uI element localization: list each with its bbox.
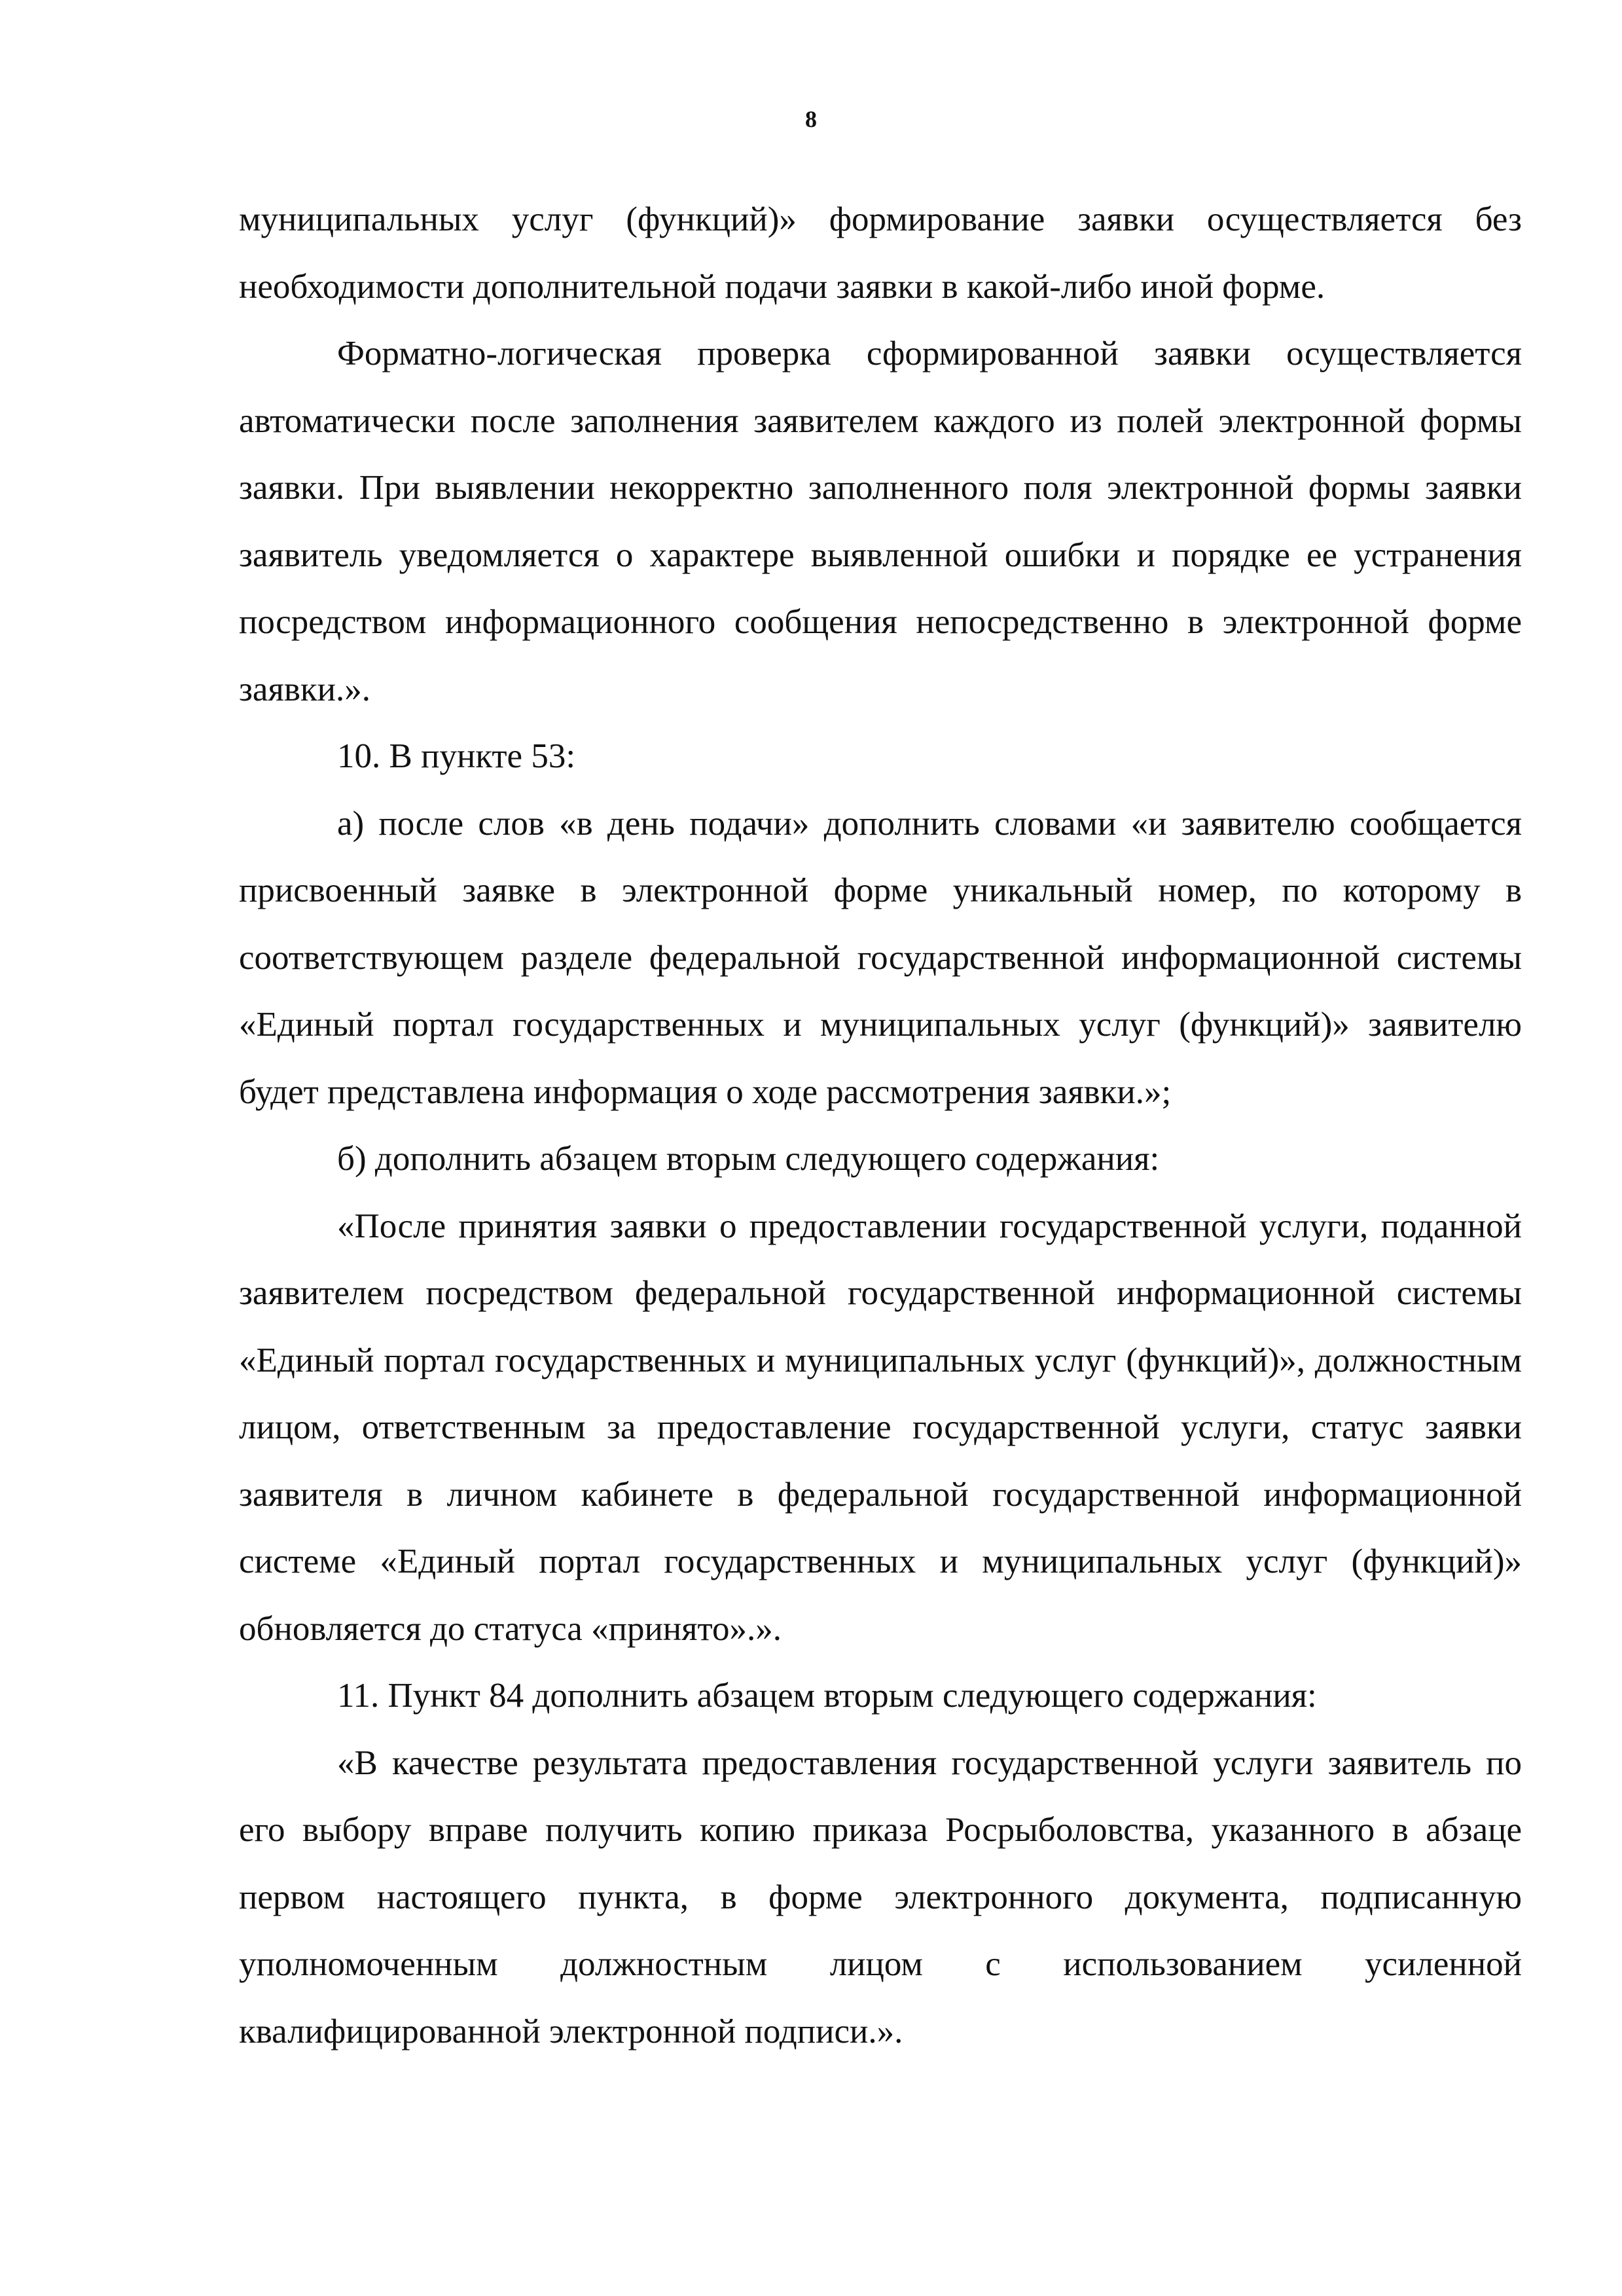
paragraph-item-10-b-quote: «После принятия заявки о предоставлении государственной услуги, поданной заявителем посредством федеральной государственной информационной системы «Единый портал государственных и муниципальных услуг (функций)», должностным лицом, ответственным за предоставление государственной услуги, статус заявки заявителя в личном кабинете в федеральной государственной информационной системе «Единый портал государственных и муниципальных услуг (функций)» обновляется до статуса «принято».». xyxy=(239,1207,1522,1648)
paragraph-item-10-a: а) после слов «в день подачи» дополнить словами «и заявителю сообщается присвоенный заявке в электронной форме уникальный номер, по которому в соответствующем разделе федеральной государственной информационной системы «Единый портал государственных и муниципальных услуг (функций)» заявителю будет представлена информация о ходе рассмотрения заявки.»; xyxy=(239,804,1522,1111)
paragraph-item-11-quote: «В качестве результата предоставления государственной услуги заявитель по его выбору вправе получить копию приказа Росрыболовства, указанного в абзаце первом настоящего пункта, в форме электронного документа, подписанную уполномоченным должностным лицом с использованием усиленной квалифицированной электронной подписи.». xyxy=(239,1743,1522,2050)
paragraph-continuation: муниципальных услуг (функций)» формирование заявки осуществляется без необходимости дополнительной подачи заявки в какой-либо иной форме. xyxy=(239,200,1522,306)
paragraph-format-check: Форматно-логическая проверка сформированной заявки осуществляется автоматически после заполнения заявителем каждого из полей электронной формы заявки. При выявлении некорректно заполненного поля электронной формы заявки заявитель уведомляется о характере выявленной ошибки и порядке ее устранения посредством информационного сообщения непосредственно в электронной форме заявки.». xyxy=(239,335,1522,708)
paragraph-item-10-b: б) дополнить абзацем вторым следующего содержания: xyxy=(337,1140,1160,1178)
page-number: 8 xyxy=(805,106,817,132)
paragraph-item-11: 11. Пункт 84 дополнить абзацем вторым следующего содержания: xyxy=(337,1677,1317,1715)
document-body xyxy=(239,186,1522,2065)
paragraph-item-10: 10. В пункте 53: xyxy=(337,737,576,775)
